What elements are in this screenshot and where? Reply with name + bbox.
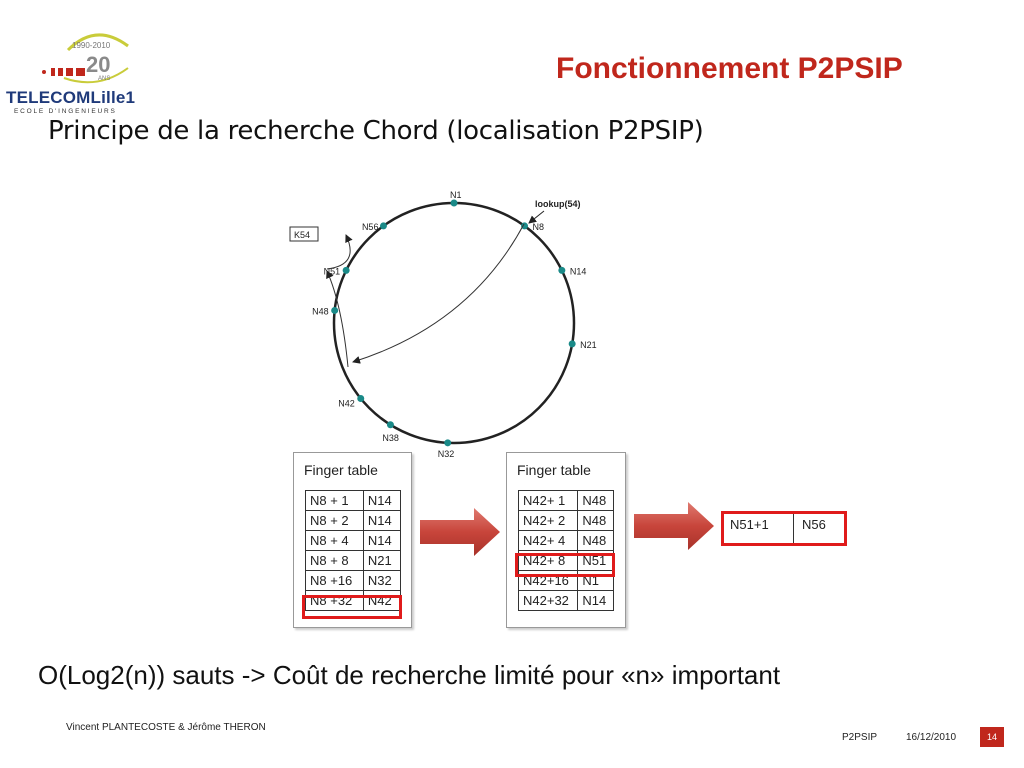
finger-node-cell: N48 (578, 491, 614, 511)
finger-node-cell: N14 (363, 531, 400, 551)
ring-node-n48 (331, 307, 338, 314)
finger-table-row (519, 591, 614, 611)
finger-table-2 (518, 490, 614, 611)
finger-table-row (306, 571, 401, 591)
svg-text:20: 20 (86, 52, 111, 77)
svg-text:ANS: ANS (98, 76, 111, 82)
finger-node-cell: N32 (363, 571, 400, 591)
hop-arrow-n51-n56 (327, 235, 350, 269)
footer-date: 16/12/2010 (906, 732, 957, 743)
slide-title: Fonctionnement P2PSIP (556, 52, 903, 85)
finger-start-cell: N42+ 2 (519, 511, 578, 531)
ring-node-n56 (380, 222, 387, 229)
ring-node-n42 (357, 395, 364, 402)
finger-start-cell: N8 +16 (306, 571, 364, 591)
finger-start-cell: N8 + 4 (306, 531, 364, 551)
finger-node-cell: N14 (363, 491, 400, 511)
anniversary-emblem (6, 28, 141, 88)
lookup-label: lookup(54) (535, 199, 581, 209)
finger-table-row (306, 551, 401, 571)
finger-table-row (519, 491, 614, 511)
finger-table-title: Finger table (517, 462, 591, 478)
finger-start-cell: N42+ 8 (519, 551, 578, 571)
finger-table-row (306, 531, 401, 551)
finger-table-1 (305, 490, 401, 611)
finger-table-1-highlight (302, 595, 402, 619)
result-divider (793, 514, 794, 543)
finger-start-cell: N42+16 (519, 571, 578, 591)
ring-circle (334, 203, 574, 443)
svg-text:1990-2010: 1990-2010 (72, 41, 111, 50)
finger-start-cell: N42+ 1 (519, 491, 578, 511)
finger-node-cell: N51 (578, 551, 614, 571)
ring-node-n14 (558, 267, 565, 274)
ring-node-label: N42 (338, 398, 355, 409)
finger-node-cell: N48 (578, 531, 614, 551)
finger-start-cell: N42+32 (519, 591, 578, 611)
ring-node-n38 (387, 421, 394, 428)
telecom-lille1-logo (6, 28, 141, 115)
finger-table-2-highlight (515, 553, 615, 577)
footer-authors: Vincent PLANTECOSTE & Jérôme THERON (66, 722, 266, 733)
key-label: K54 (294, 230, 311, 240)
result-node: N56 (802, 517, 826, 532)
ring-node-label: N38 (382, 432, 399, 443)
finger-node-cell: N1 (578, 571, 614, 591)
finger-node-cell: N48 (578, 511, 614, 531)
ring-node-label: N56 (361, 221, 379, 232)
ring-node-label: N51 (323, 266, 341, 277)
ring-node-label: N21 (580, 339, 597, 350)
finger-table-panel-2 (506, 452, 626, 628)
ring-node-n1 (451, 200, 458, 207)
right-arrow-2 (632, 500, 716, 552)
finger-start-cell: N8 + 1 (306, 491, 364, 511)
finger-table-row (519, 511, 614, 531)
finger-start-cell: N8 + 2 (306, 511, 364, 531)
brand-subtitle: ECOLE D'INGENIEURS (14, 108, 117, 115)
finger-node-cell: N21 (363, 551, 400, 571)
finger-table-title: Finger table (304, 462, 378, 478)
finger-node-cell: N42 (363, 591, 400, 611)
finger-table-row (306, 491, 401, 511)
slide-subtitle: Principe de la recherche Chord (localisation P2PSIP) (48, 116, 704, 146)
finger-table-row (519, 531, 614, 551)
finger-start-cell: N8 + 8 (306, 551, 364, 571)
finger-node-cell: N14 (578, 591, 614, 611)
ring-node-n51 (343, 267, 350, 274)
ring-node-label: N1 (450, 190, 462, 200)
ring-node-label: N32 (437, 448, 455, 459)
finger-table-row (306, 511, 401, 531)
chord-ring-diagram (270, 165, 610, 459)
complexity-summary: O(Log2(n)) sauts -> Coût de recherche limité pour «n» important (38, 660, 781, 690)
right-arrow-1 (418, 506, 502, 558)
footer-course: P2PSIP (842, 732, 878, 743)
brand-name: TELECOMLille1 (6, 88, 136, 107)
finger-start-cell: N8 +32 (306, 591, 364, 611)
ring-node-label: N8 (532, 221, 545, 232)
finger-node-cell: N14 (363, 511, 400, 531)
ring-node-label: N48 (312, 306, 329, 317)
hop-arrow-n8-n42 (353, 221, 524, 362)
page-number: 14 (980, 727, 1004, 747)
finger-start-cell: N42+ 4 (519, 531, 578, 551)
result-start: N51+1 (730, 517, 769, 532)
lookup-result-box (721, 511, 847, 546)
ring-node-n32 (444, 439, 451, 446)
ring-node-n21 (569, 340, 576, 347)
ring-node-label: N14 (569, 266, 587, 277)
